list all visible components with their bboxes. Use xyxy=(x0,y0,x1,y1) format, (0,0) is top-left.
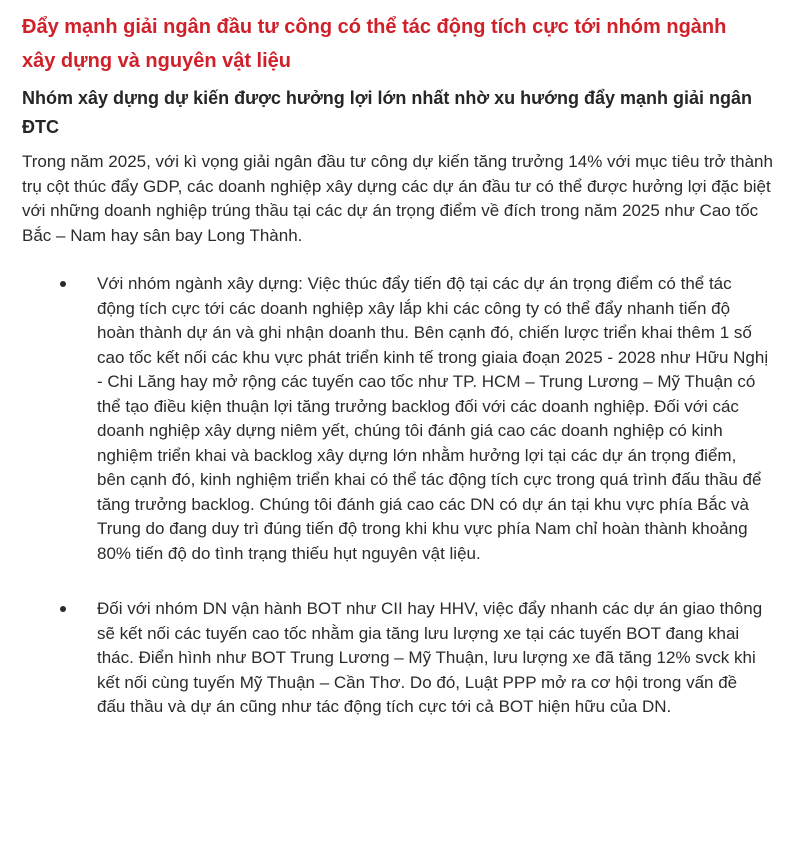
section-subheading: Nhóm xây dựng dự kiến được hưởng lợi lớn nhất nhờ xu hướng đẩy mạnh giải ngân ĐTC xyxy=(22,88,752,137)
bullet-icon xyxy=(60,281,66,287)
intro-paragraph: Trong năm 2025, với kì vọng giải ngân đầu tư công dự kiến tăng trưởng 14% với mục tiêu trở thành trụ cột thúc đẩy GDP, các doanh nghiệp xây dựng các dự án đầu tư có thể được hưởng lợi đặc biệt với những doanh nghiệp trúng thầu tại các dự án trọng điểm về đích trong năm 2025 như Cao tốc Bắc – Nam hay sân bay Long Thành. xyxy=(22,152,773,245)
bullet-list xyxy=(22,272,772,720)
list-item xyxy=(22,272,769,566)
bullet-icon xyxy=(60,606,66,612)
document-headline: Đẩy mạnh giải ngân đầu tư công có thể tác động tích cực tới nhóm ngành xây dựng và nguyên vật liệu xyxy=(22,16,727,72)
bullet-text: Với nhóm ngành xây dựng: Việc thúc đẩy tiến độ tại các dự án trọng điểm có thể tác động tích cực tới các doanh nghiệp xây lắp khi các công ty có thể đẩy nhanh tiến độ hoàn thành dự án và ghi nhận doanh thu. Bên cạnh đó, chiến lược triển khai thêm 1 số cao tốc kết nối các khu vực phát triển kinh tế trong giaia đoạn 2025 - 2028 như Hữu Nghị - Chi Lăng hay mở rộng các tuyến cao tốc như TP. HCM – Trung Lương – Mỹ Thuận có thể tạo điều kiện thuận lợi tăng trưởng backlog đối với các doanh nghiệp. Đối với các doanh nghiệp xây dựng niêm yết, chúng tôi đánh giá cao các doanh nghiệp có kinh nghiệm triển khai và backlog xây dựng lớn nhằm hưởng lợi tại các dự án trọng điểm, bên cạnh đó, kinh nghiệm triển khai có thể tác động tích cực trong quá trình đấu thầu để tăng trưởng backlog. Chúng tôi đánh giá cao các DN có dự án tại khu vực phía Bắc và Trung do đang duy trì đúng tiến độ trong khi khu vực phía Nam chỉ hoàn thành khoảng 80% tiến độ do tình trạng thiếu hụt nguyên vật liệu. xyxy=(97,274,769,563)
bullet-text: Đối với nhóm DN vận hành BOT như CII hay HHV, việc đẩy nhanh các dự án giao thông sẽ kết nối các tuyến cao tốc nhằm gia tăng lưu lượng xe tại các tuyến BOT đang khai thác. Điển hình như BOT Trung Lương – Mỹ Thuận, lưu lượng xe đã tăng 12% svck khi kết nối cùng tuyến Mỹ Thuận – Cần Thơ. Do đó, Luật PPP mở ra cơ hội trong vấn đề đấu thầu và dự án cũng như tác động tích cực tới cả BOT hiện hữu của DN. xyxy=(97,599,763,716)
list-item xyxy=(22,597,769,720)
